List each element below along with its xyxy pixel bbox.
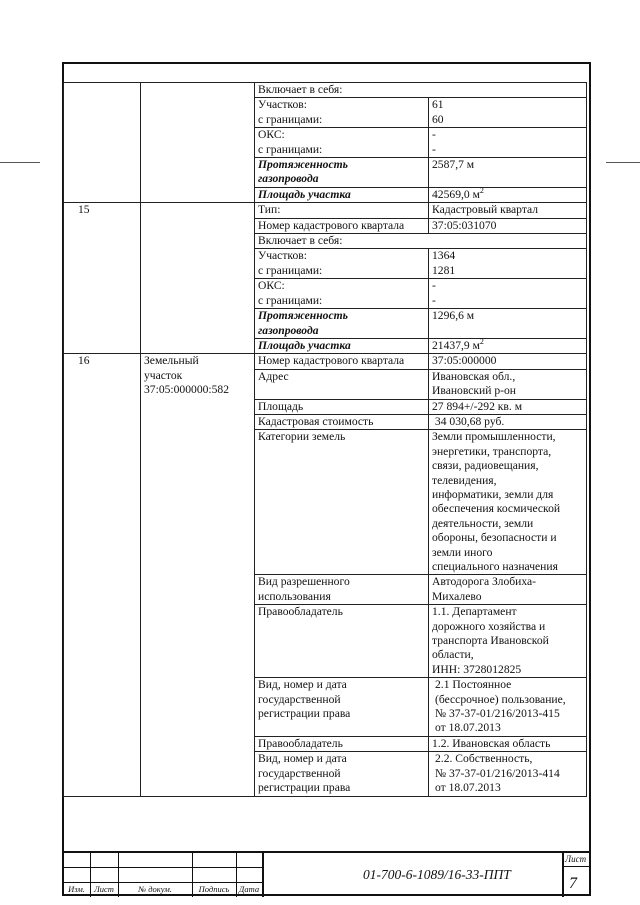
label-cell: Включает в себя:: [255, 234, 587, 249]
label-cell: Номер кадастрового квартала: [255, 354, 429, 369]
label-cell: Правообладатель: [255, 605, 429, 678]
label-cell: ОКС: с границами:: [255, 128, 429, 158]
label-cell: Протяженность газопровода: [255, 309, 429, 339]
title-block-line: [562, 866, 590, 867]
title-block-line: [562, 853, 564, 897]
label-cell: Протяженность газопровода: [255, 158, 429, 188]
label-cell: Вид разрешенного использования: [255, 575, 429, 605]
label-cell: Площадь участка: [255, 338, 429, 353]
label-cell: Правообладатель: [255, 736, 429, 751]
value-cell: 37:05:000000: [429, 354, 587, 369]
value-cell: 27 894+/-292 кв. м: [429, 399, 587, 414]
value-cell: 2587,7 м: [429, 158, 587, 188]
value-cell: Автодорога Злобиха- Михалево: [429, 575, 587, 605]
value-cell: 1364 1281: [429, 249, 587, 279]
value-cell: 1.1. Департамент дорожного хозяйства и транспорта Ивановской области, ИНН: 3728012825: [429, 605, 587, 678]
number-cell: 15: [64, 203, 141, 354]
table-row: [64, 83, 587, 98]
table-row: [64, 203, 587, 218]
value-cell: 42569,0 $м^2$: [429, 187, 587, 202]
value-cell: 1296,6 м: [429, 309, 587, 339]
value-cell: Земли промышленности, энергетики, транспорта, связи, радиовещания, телевидения, информатики, земли для обеспечения космической деятельности, земли обороны, безопасности и земли иного специального назначения: [429, 430, 587, 575]
number-cell: 16: [64, 354, 141, 796]
label-cell: Адрес: [255, 369, 429, 399]
right-margin-mark: [606, 162, 640, 163]
value-cell: Кадастровый квартал: [429, 203, 587, 218]
cadastral-table: [63, 82, 587, 797]
title-block-line: [63, 867, 262, 868]
left-margin-mark: [0, 162, 40, 163]
table-row: [64, 354, 587, 369]
value-cell: Ивановская обл., Ивановский р-он: [429, 369, 587, 399]
title-block-line: [262, 853, 264, 897]
sheet-label: Лист: [565, 854, 587, 864]
title-block-line: [63, 882, 262, 883]
label-cell: Участков: с границами:: [255, 249, 429, 279]
value-cell: 1.2. Ивановская область: [429, 736, 587, 751]
label-cell: Включает в себя:: [255, 83, 587, 98]
value-cell: 21437,9 $м^2$: [429, 338, 587, 353]
value-cell: - -: [429, 279, 587, 309]
document-code: 01-700-6-1089/16-33-ППТ: [363, 867, 511, 882]
label-cell: Номер кадастрового квартала: [255, 218, 429, 233]
list-label: Лист: [94, 884, 114, 894]
document-number-label: № докум.: [138, 884, 172, 894]
label-cell: Вид, номер и дата государственной регистрации права: [255, 678, 429, 737]
value-cell: 2.1 Постоянное (бессрочное) пользование, № 37-37-01/216/2013-415 от 18.07.2013: [429, 678, 587, 737]
value-cell: - -: [429, 128, 587, 158]
value-cell: 2.2. Собственность, № 37-37-01/216/2013-414 от 18.07.2013: [429, 752, 587, 796]
title-block: [63, 851, 590, 897]
number-cell: [64, 83, 141, 203]
label-cell: Площадь участка: [255, 187, 429, 202]
label-cell: ОКС: с границами:: [255, 279, 429, 309]
label-cell: Тип:: [255, 203, 429, 218]
signature-label: Подпись: [198, 884, 230, 894]
value-cell: 37:05:031070: [429, 218, 587, 233]
sheet-number: 7: [569, 875, 577, 892]
label-cell: Площадь: [255, 399, 429, 414]
object-cell: [141, 203, 255, 354]
label-cell: Категории земель: [255, 430, 429, 575]
date-label: Дата: [238, 884, 260, 894]
izm-label: Изм.: [68, 884, 85, 894]
label-cell: Кадастровая стоимость: [255, 414, 429, 429]
value-cell: 34 030,68 руб.: [429, 414, 587, 429]
label-cell: Участков: с границами:: [255, 98, 429, 128]
label-cell: Вид, номер и дата государственной регистрации права: [255, 752, 429, 796]
object-cell: [141, 83, 255, 203]
object-cell: Земельный участок 37:05:000000:582: [141, 354, 255, 796]
value-cell: 61 60: [429, 98, 587, 128]
